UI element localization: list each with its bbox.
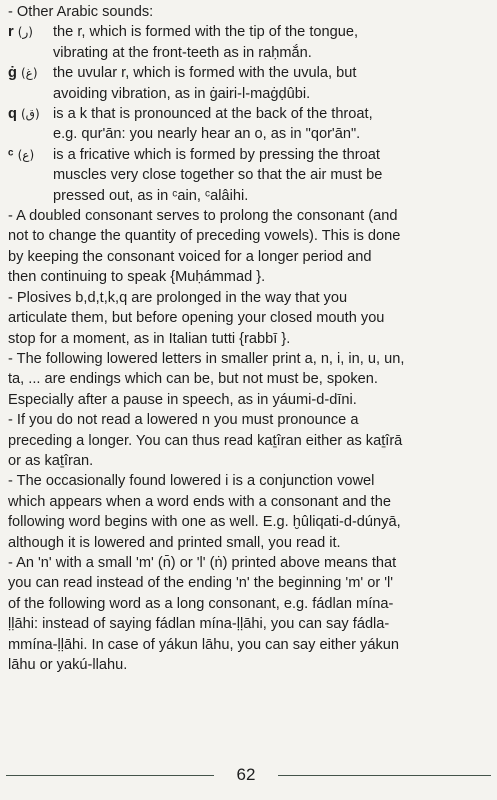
sound-line: vibrating at the front-teeth as in raḥmắn. (53, 44, 312, 61)
arabic-letter: (ر) (17, 25, 33, 40)
sound-entry-r (8, 22, 490, 63)
arabic-letter: (ق) (20, 107, 40, 122)
paragraph-lowered-letters (8, 349, 490, 410)
arabic-letter: (غ) (20, 66, 38, 81)
paragraph-line: which appears when a word ends with a consonant and the (8, 493, 391, 510)
paragraph-line: - The occasionally found lowered i is a conjunction vowel (8, 473, 375, 490)
paragraph-line: ḷḷāhi: instead of saying fádlan mína-ḷḷāhi, you can say fádla- (8, 616, 390, 633)
sound-line: the r, which is formed with the tip of the tongue, (53, 24, 359, 41)
paragraph-line: - If you do not read a lowered n you must pronounce a (8, 412, 359, 429)
paragraph-line: lāhu or yakú-llahu. (8, 657, 128, 673)
paragraph-conjunction-vowel (8, 471, 490, 553)
footer-rule-right (278, 775, 491, 776)
paragraph-line: mmína-ḷḷāhi. In case of yákun lāhu, you can say either yákun (8, 636, 399, 653)
page-number: 62 (236, 765, 256, 784)
sound-line: pressed out, as in ᶜain, ᶜalâihi. (53, 187, 249, 204)
paragraph-line: then continuing to speak {Muḥámmad }. (8, 269, 266, 286)
paragraph-plosives (8, 288, 490, 349)
paragraph-line: ta, ... are endings which can be, but not must be, spoken. (8, 371, 378, 388)
paragraph-line: you can read instead of the ending 'n' the beginning 'm' or 'l' (8, 575, 394, 592)
sound-line: muscles very close together so that the air must be (53, 167, 383, 184)
paragraph-line: - The following lowered letters in smaller print a, n, i, in, u, un, (8, 350, 405, 367)
paragraph-assimilation (8, 553, 490, 675)
paragraph-lowered-n (8, 410, 490, 471)
paragraph-line: - A doubled consonant serves to prolong the consonant (and (8, 208, 398, 225)
paragraph-line: - Plosives b,d,t,k,q are prolonged in the way that you (8, 289, 348, 306)
page-body (8, 2, 490, 675)
sound-term (8, 104, 53, 124)
paragraph-doubled-consonant (8, 206, 490, 288)
sound-line: is a k that is pronounced at the back of the throat, (53, 106, 373, 123)
sound-line: the uvular r, which is formed with the uvula, but (53, 65, 357, 82)
paragraph-line: although it is lowered and printed small, you read it. (8, 534, 341, 551)
sound-term (8, 63, 53, 83)
paragraph-line: stop for a moment, as in Italian tutti {rabbī }. (8, 330, 291, 347)
sound-term (8, 22, 53, 42)
paragraph-line: - An 'n' with a small 'm' (n̄) or 'l' (ṅ) printed above means that (8, 554, 397, 571)
sound-line: avoiding vibration, as in ġairi-l-maġḍûbi. (53, 85, 311, 102)
paragraph-line: Especially after a pause in speech, as in yáumi-d-dīni. (8, 391, 357, 408)
intro-line: - Other Arabic sounds: (8, 4, 154, 20)
paragraph-line: or as kaṯîran. (8, 452, 94, 469)
paragraph-line: following word begins with one as well. E.g. ḫûliqati-d-dúnyā, (8, 514, 401, 531)
sound-entry-ain (8, 145, 490, 206)
sound-entry-gh (8, 63, 490, 104)
paragraph-line: preceding a longer. You can thus read kaṯîran either as kaṯîrā (8, 432, 403, 449)
paragraph-line: articulate them, but before opening your closed mouth you (8, 310, 385, 327)
paragraph-line: of the following word as a long consonant, e.g. fádlan mína- (8, 595, 394, 612)
page-footer (0, 763, 497, 787)
sound-letter: q (8, 106, 17, 123)
sound-line: e.g. qur'ān: you nearly hear an o, as in "qor'ān". (53, 126, 361, 143)
footer-rule-left (6, 775, 214, 776)
sound-letter: ġ (8, 65, 17, 82)
sound-letter: ᶜ (8, 146, 14, 163)
paragraph-line: by keeping the consonant voiced for a longer period and (8, 248, 372, 265)
sound-term (8, 145, 53, 165)
sound-line: is a fricative which is formed by pressing the throat (53, 146, 380, 163)
sound-letter: r (8, 24, 14, 41)
arabic-letter: (ع) (17, 147, 35, 162)
sound-entry-q (8, 104, 490, 145)
paragraph-line: not to change the quantity of preceding vowels). This is done (8, 228, 401, 245)
